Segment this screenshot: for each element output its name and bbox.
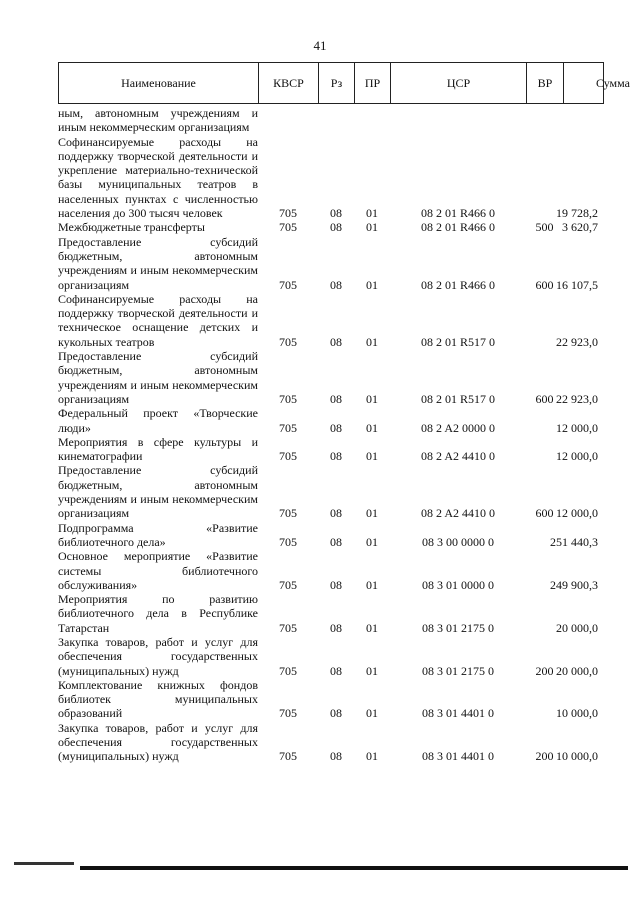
row-name: ным, автономным учреждениям и иным некоммерческим организациям (58, 106, 258, 135)
row-csr: 08 3 01 0000 0 (422, 577, 494, 592)
row-name: Предоставление субсидий бюджетным, автономным учреждениям и иным некоммерческим организациям (58, 463, 258, 521)
header-rz: Рз (319, 63, 355, 103)
row-vr: 500 (535, 220, 554, 235)
row-rz: 08 (330, 534, 342, 549)
row-kvsr: 705 (279, 506, 297, 521)
row-csr: 08 2 01 R517 0 (420, 334, 495, 349)
row-sum: 22 923,0 (556, 334, 598, 349)
row-csr: 08 3 00 0000 0 (422, 534, 494, 549)
row-csr: 08 2 01 R466 0 (420, 277, 495, 292)
row-kvsr: 705 (279, 206, 297, 221)
row-name: Закупка товаров, работ и услуг для обеспечения государственных (муниципальных) нужд (58, 634, 258, 678)
row-sum: 20 000,0 (556, 620, 598, 635)
row-name: Федеральный проект «Творческие люди» (58, 406, 258, 435)
row-sum: 22 923,0 (556, 391, 598, 406)
row-pr: 01 (366, 663, 378, 678)
row-name: Закупка товаров, работ и услуг для обеспечения государственных (муниципальных) нужд (58, 720, 258, 764)
table-row (58, 721, 604, 764)
row-csr: 08 2 01 R517 0 (420, 391, 495, 406)
row-rz: 08 (330, 620, 342, 635)
row-vr: 600 (535, 506, 554, 521)
row-kvsr: 705 (279, 391, 297, 406)
row-name: Комплектование книжных фондов библиотек муниципальных образований (58, 677, 258, 721)
row-pr: 01 (366, 620, 378, 635)
page-number: 41 (313, 38, 327, 53)
row-rz: 08 (330, 577, 342, 592)
page-bottom-bar (80, 866, 628, 870)
row-pr: 01 (366, 220, 378, 235)
row-csr: 08 2 A2 4410 0 (420, 449, 495, 464)
scan-mark (14, 862, 74, 865)
row-pr: 01 (366, 449, 378, 464)
row-rz: 08 (330, 663, 342, 678)
table-row (58, 135, 604, 221)
row-pr: 01 (366, 277, 378, 292)
row-pr: 01 (366, 706, 378, 721)
row-pr: 01 (366, 577, 378, 592)
header-kvsr: КВСР (259, 63, 319, 103)
table-row (58, 549, 604, 592)
header-sum: Сумма (596, 76, 630, 90)
header-csr: ЦСР (391, 63, 527, 103)
table-row (58, 349, 604, 406)
row-vr: 600 (535, 277, 554, 292)
row-name: Софинансируемые расходы на поддержку творческой деятельности и техническое оснащение детских и кукольных театров (58, 291, 258, 349)
table-header (58, 62, 630, 104)
row-kvsr: 705 (279, 449, 297, 464)
row-rz: 08 (330, 206, 342, 221)
row-rz: 08 (330, 220, 342, 235)
row-pr: 01 (366, 506, 378, 521)
row-rz: 08 (330, 706, 342, 721)
table-row (58, 406, 604, 435)
row-sum: 12 000,0 (556, 449, 598, 464)
row-kvsr: 705 (279, 663, 297, 678)
row-rz: 08 (330, 506, 342, 521)
table-row (58, 463, 604, 520)
row-kvsr: 705 (279, 749, 297, 764)
row-kvsr: 705 (279, 334, 297, 349)
row-sum: 249 900,3 (550, 577, 598, 592)
row-csr: 08 3 01 2175 0 (422, 620, 494, 635)
row-name: Межбюджетные трансферты (58, 220, 205, 235)
row-name: Мероприятия по развитию библиотечного дела в Республике Татарстан (58, 592, 258, 635)
row-vr: 200 (535, 749, 554, 764)
row-pr: 01 (366, 749, 378, 764)
row-sum: 10 000,0 (556, 706, 598, 721)
row-rz: 08 (330, 420, 342, 435)
row-kvsr: 705 (279, 420, 297, 435)
table-row (58, 592, 604, 635)
row-csr: 08 3 01 2175 0 (422, 663, 494, 678)
table-row (58, 292, 604, 349)
row-vr: 600 (535, 391, 554, 406)
row-kvsr: 705 (279, 577, 297, 592)
row-pr: 01 (366, 391, 378, 406)
table-body (58, 106, 604, 764)
row-rz: 08 (330, 749, 342, 764)
row-rz: 08 (330, 277, 342, 292)
table-row (58, 521, 604, 550)
row-kvsr: 705 (279, 277, 297, 292)
row-csr: 08 2 A2 4410 0 (420, 506, 495, 521)
row-rz: 08 (330, 391, 342, 406)
row-csr: 08 2 01 R466 0 (420, 206, 495, 221)
header-vr: ВР (527, 63, 564, 103)
row-sum: 3 620,7 (562, 220, 598, 235)
row-csr: 08 2 A2 0000 0 (420, 420, 495, 435)
row-pr: 01 (366, 534, 378, 549)
table-row (58, 235, 604, 292)
row-sum: 20 000,0 (556, 663, 598, 678)
row-sum: 12 000,0 (556, 420, 598, 435)
row-vr: 200 (535, 663, 554, 678)
table-row (58, 220, 604, 234)
row-name: Предоставление субсидий бюджетным, автономным учреждениям и иным некоммерческим организациям (58, 349, 258, 406)
header-pr: ПР (355, 63, 391, 103)
row-csr: 08 2 01 R466 0 (420, 220, 495, 235)
row-kvsr: 705 (279, 220, 297, 235)
row-rz: 08 (330, 334, 342, 349)
table-row (58, 635, 604, 678)
row-name: Мероприятия в сфере культуры и кинематографии (58, 434, 258, 464)
header-name: Наименование (59, 63, 259, 103)
row-kvsr: 705 (279, 534, 297, 549)
row-sum: 10 000,0 (556, 749, 598, 764)
row-name: Подпрограмма «Развитие библиотечного дела» (58, 520, 258, 549)
row-sum: 19 728,2 (556, 206, 598, 221)
table-row (58, 435, 604, 464)
table-row (58, 106, 604, 135)
row-kvsr: 705 (279, 620, 297, 635)
row-sum: 12 000,0 (556, 506, 598, 521)
row-kvsr: 705 (279, 706, 297, 721)
row-name: Основное мероприятие «Развитие системы библиотечного обслуживания» (58, 549, 258, 592)
row-sum: 251 440,3 (550, 534, 598, 549)
row-pr: 01 (366, 334, 378, 349)
row-pr: 01 (366, 206, 378, 221)
row-rz: 08 (330, 449, 342, 464)
row-pr: 01 (366, 420, 378, 435)
row-sum: 16 107,5 (556, 277, 598, 292)
row-csr: 08 3 01 4401 0 (422, 706, 494, 721)
table-row (58, 678, 604, 721)
row-name: Софинансируемые расходы на поддержку творческой деятельности и укрепление материально-технической базы муниципальных театров в населенных пунктах с численностью населения до 300 тысяч человек (58, 134, 258, 221)
row-csr: 08 3 01 4401 0 (422, 749, 494, 764)
row-name: Предоставление субсидий бюджетным, автономным учреждениям и иным некоммерческим организациям (58, 234, 258, 292)
